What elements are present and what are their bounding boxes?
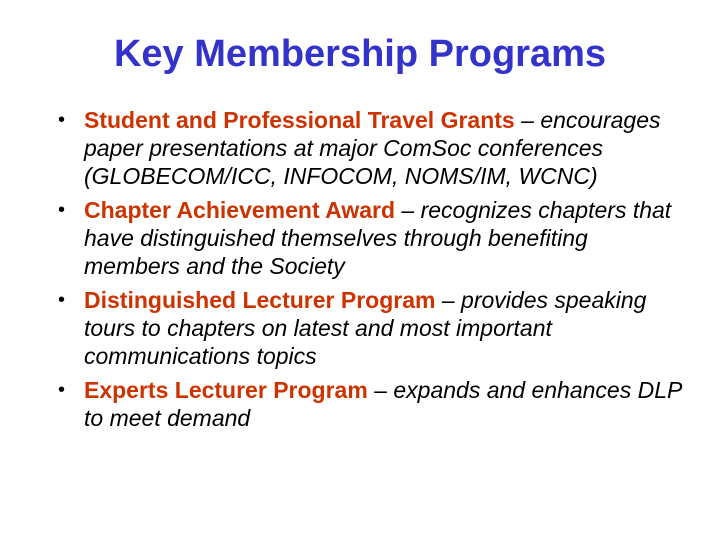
bullet-dot-icon: •: [58, 109, 66, 131]
bullet-item-travel-grants: [0, 106, 720, 190]
bullet-description: encourages paper presentations at major ComSoc conferences (GLOBECOM/ICC, INFOCOM, NOMS/IM, WCNC): [84, 107, 661, 189]
bullet-heading: Student and Professional Travel Grants: [84, 107, 515, 133]
bullet-dot-icon: •: [58, 379, 66, 401]
bullet-item-distinguished-lecturer: [0, 286, 720, 370]
bullet-list: [0, 106, 720, 438]
bullet-separator: –: [521, 107, 541, 133]
bullet-description: recognizes chapters that have distinguished themselves through benefiting members and the Society: [84, 197, 672, 279]
bullet-dot-icon: •: [58, 289, 66, 311]
bullet-separator: –: [401, 197, 421, 223]
bullet-item-chapter-award: [0, 196, 720, 280]
bullet-description: expands and enhances DLP to meet demand: [84, 377, 682, 431]
bullet-item-experts-lecturer: [0, 376, 720, 432]
bullet-separator: –: [441, 287, 462, 313]
slide-title: Key Membership Programs: [113, 33, 607, 75]
bullet-heading: Experts Lecturer Program: [84, 377, 368, 403]
bullet-description: provides speaking tours to chapters on latest and most important communications topics: [84, 287, 647, 369]
bullet-heading: Distinguished Lecturer Program: [84, 287, 436, 313]
bullet-dot-icon: •: [58, 199, 66, 221]
bullet-separator: –: [374, 377, 394, 403]
bullet-heading: Chapter Achievement Award: [84, 197, 396, 223]
